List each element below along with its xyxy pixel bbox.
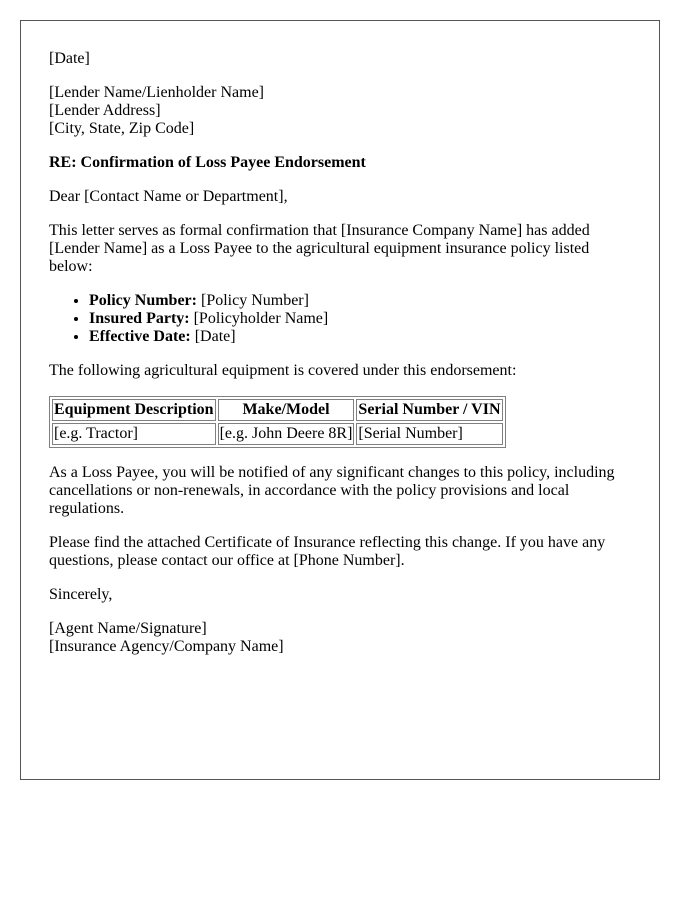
recipient-name: [Lender Name/Lienholder Name] (49, 84, 265, 101)
recipient-address: [Lender Address] (49, 102, 161, 119)
cell-serial-number: [Serial Number] (356, 423, 502, 445)
insured-party-label: Insured Party: (89, 310, 190, 327)
equipment-table (49, 396, 506, 448)
agent-signature: [Agent Name/Signature] (49, 620, 207, 637)
letter-page (20, 20, 660, 780)
recipient-city-state-zip: [City, State, Zip Code] (49, 120, 195, 137)
insured-party-value: [Policyholder Name] (193, 310, 329, 327)
cell-make-model: [e.g. John Deere 8R] (218, 423, 355, 445)
letter-subject: RE: Confirmation of Loss Payee Endorsement (49, 154, 366, 171)
insured-party-item (89, 310, 631, 328)
signature-block (49, 620, 631, 656)
equipment-intro-paragraph: The following agricultural equipment is covered under this endorsement: (49, 362, 517, 379)
table-row (52, 423, 503, 445)
table-header-row (52, 399, 503, 421)
letter-salutation: Dear [Contact Name or Department], (49, 188, 288, 205)
letter-date: [Date] (49, 50, 90, 67)
policy-number-label: Policy Number: (89, 292, 197, 309)
header-equipment-description: Equipment Description (52, 399, 216, 421)
cell-equipment-description: [e.g. Tractor] (52, 423, 216, 445)
effective-date-value: [Date] (194, 328, 236, 345)
letter-intro-paragraph: This letter serves as formal confirmation that [Insurance Company Name] has added [Lender Name] as a Loss Payee to the agricultural equipment insurance policy listed below: (49, 222, 590, 275)
effective-date-label: Effective Date: (89, 328, 191, 345)
notification-paragraph: As a Loss Payee, you will be notified of any significant changes to this policy, including cancellations or non-renewals, in accordance with the policy provisions and local regulations. (49, 464, 615, 517)
header-make-model: Make/Model (218, 399, 355, 421)
effective-date-item (89, 328, 631, 346)
recipient-address-block (49, 84, 631, 138)
header-serial-number: Serial Number / VIN (356, 399, 502, 421)
policy-number-value: [Policy Number] (200, 292, 309, 309)
policy-number-item (89, 292, 631, 310)
letter-closing: Sincerely, (49, 586, 113, 603)
agency-name: [Insurance Agency/Company Name] (49, 638, 284, 655)
policy-details-list (49, 292, 631, 346)
attachment-paragraph: Please find the attached Certificate of Insurance reflecting this change. If you have any questions, please contact our office at [Phone Number]. (49, 534, 606, 569)
